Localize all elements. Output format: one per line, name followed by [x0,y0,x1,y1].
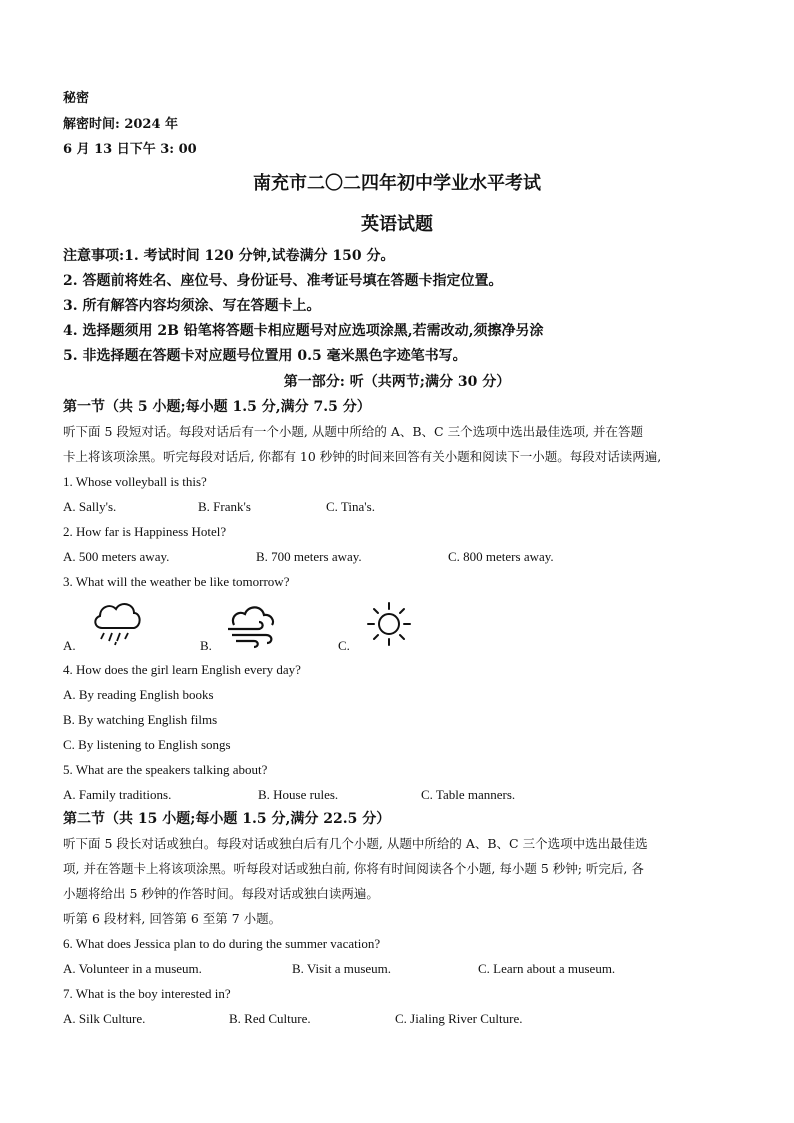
note-4: 4. 选择题须用 2B 铅笔将答题卡相应题号对应选项涂黑,若需改动,须擦净另涂 [63,323,544,339]
section1-instruction-1: 听下面 5 段短对话。每段对话后有一个小题, 从题中所给的 A、B、C 三个选项中选出最佳选项, 并在答题 [63,424,644,439]
q1-option-a: A. Sally's. [63,499,117,514]
q4-option-b: B. By watching English films [63,712,218,727]
q5-option-b: B. House rules. [258,787,339,802]
q4-option-c: C. By listening to English songs [63,737,231,752]
page-subtitle: 英语试题 [361,214,433,235]
wind-cloud-icon [224,603,278,649]
sun-icon [366,601,412,647]
decrypt-time: 解密时间: 2024 年 [63,117,179,132]
q3-option-b: B. [200,638,212,653]
section2-title: 第二节（共 15 小题;每小题 1.5 分,满分 22.5 分） [63,811,391,827]
section1-instruction-2: 卡上将该项涂黑。听完每段对话后, 你都有 10 秒钟的时间来回答有关小题和阅读下一小题。每段对话读两遍, [63,449,662,464]
q4-option-a: A. By reading English books [63,687,214,702]
part1-title: 第一部分: 听（共两节;满分 30 分） [283,374,511,390]
q2-option-b: B. 700 meters away. [256,549,362,564]
note-1: 注意事项:1. 考试时间 120 分钟,试卷满分 150 分。 [63,248,395,264]
rain-cloud-icon [90,598,144,648]
q3-option-a: A. [63,638,76,653]
q5-option-c: C. Table manners. [421,787,516,802]
note-5: 5. 非选择题在答题卡对应题号位置用 0.5 毫米黑色字迹笔书写。 [63,348,467,364]
q6-option-b: B. Visit a museum. [292,961,392,976]
decrypt-date: 6 月 13 日下午 3: 00 [63,142,197,157]
section2-instruction-2: 项, 并在答题卡上将该项涂黑。听每段对话或独白前, 你将有时间阅读各个小题, 每小题 5 秒钟; 听完后, 各 [63,861,644,876]
page-title: 南充市二〇二四年初中学业水平考试 [253,173,541,194]
q7-option-c: C. Jialing River Culture. [395,1011,523,1026]
q3-option-c: C. [338,638,350,653]
section1-title: 第一节（共 5 小题;每小题 1.5 分,满分 7.5 分） [63,399,371,415]
q7-option-a: A. Silk Culture. [63,1011,146,1026]
q1-option-b: B. Frank's [198,499,251,514]
question-2: 2. How far is Happiness Hotel? [63,524,227,539]
q2-option-c: C. 800 meters away. [448,549,554,564]
q7-option-b: B. Red Culture. [229,1011,311,1026]
note-2: 2. 答题前将姓名、座位号、身份证号、准考证号填在答题卡指定位置。 [63,273,503,289]
section2-instruction-3: 小题将给出 5 秒钟的作答时间。每段对话或独白读两遍。 [63,886,379,901]
question-1: 1. Whose volleyball is this? [63,474,207,489]
section2-material: 听第 6 段材料, 回答第 6 至第 7 小题。 [63,911,282,926]
question-5: 5. What are the speakers talking about? [63,762,268,777]
note-3: 3. 所有解答内容均须涂、写在答题卡上。 [63,298,321,314]
question-3: 3. What will the weather be like tomorrow? [63,574,290,589]
secret-label: 秘密 [63,91,90,106]
q5-option-a: A. Family traditions. [63,787,172,802]
q2-option-a: A. 500 meters away. [63,549,170,564]
q6-option-c: C. Learn about a museum. [478,961,616,976]
q1-option-c: C. Tina's. [326,499,375,514]
question-7: 7. What is the boy interested in? [63,986,231,1001]
section2-instruction-1: 听下面 5 段长对话或独白。每段对话或独白后有几个小题, 从题中所给的 A、B、C 三个选项中选出最佳选 [63,836,648,851]
q6-option-a: A. Volunteer in a museum. [63,961,202,976]
question-6: 6. What does Jessica plan to do during the summer vacation? [63,936,381,951]
question-4: 4. How does the girl learn English every day? [63,662,301,677]
